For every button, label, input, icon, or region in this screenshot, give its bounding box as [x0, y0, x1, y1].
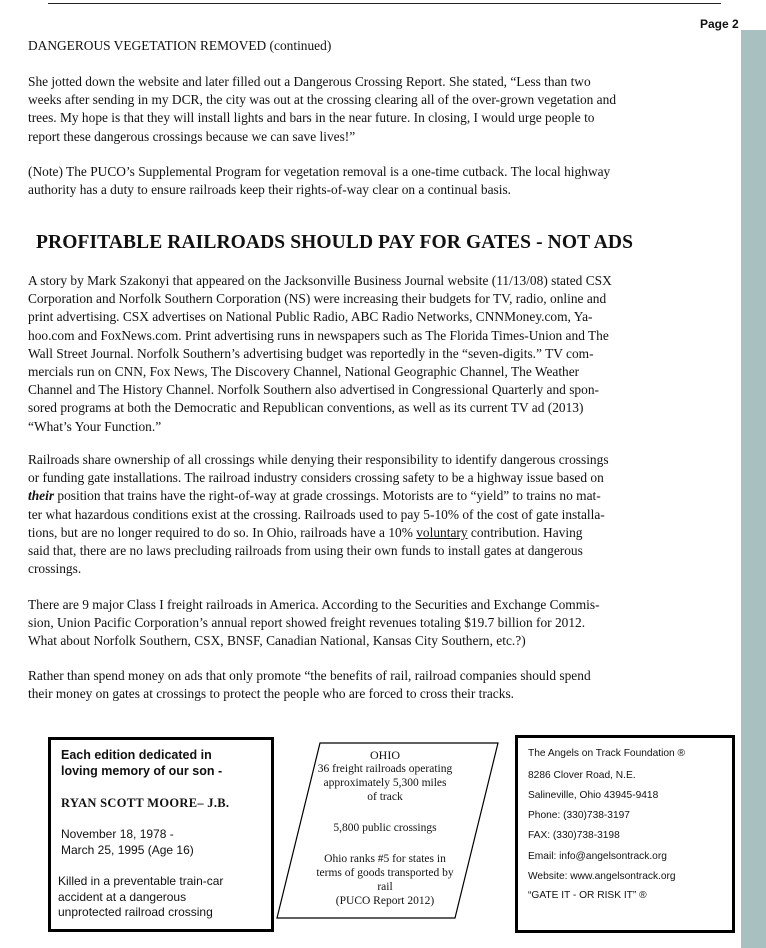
dedication-text: [61, 747, 222, 779]
text-line: There are 9 major Class I freight railroads in America. According to the Securities and Exchange Commis-: [28, 597, 600, 612]
foundation-name: The Angels on Track Foundation ®: [528, 748, 686, 759]
article-headline: PROFITABLE RAILROADS SHOULD PAY FOR GATES - NOT ADS: [36, 232, 634, 253]
text-line: A story by Mark Szakonyi that appeared on the Jacksonville Business Journal website (11/13/08) stated CSX: [28, 273, 612, 288]
text-line: report these dangerous crossings because we can save lives!”: [28, 128, 356, 144]
paragraph-ads: [28, 272, 740, 436]
foundation-website: Website: www.angelsontrack.org: [528, 871, 676, 882]
top-rule: [48, 3, 721, 4]
text-line: their money on gates at crossings to protect the people who are forced to cross their tracks.: [28, 686, 514, 702]
text-line: approximately 5,300 miles: [323, 777, 447, 789]
text-line: Each edition dedicated in: [61, 748, 212, 762]
memorial-box: [48, 737, 274, 932]
sidebar-bar: [741, 30, 766, 948]
foundation-slogan: “GATE IT - OR RISK IT” ®: [528, 890, 647, 901]
text-line: Killed in a preventable train-car: [58, 874, 224, 888]
paragraph-class-one: [28, 596, 740, 651]
text-line: ter what hazardous conditions exist at the crossing. Railroads used to pay 5-10% of the cost of gate installa-: [28, 506, 605, 522]
paragraph-ownership: [28, 451, 740, 578]
foundation-city: Salineville, Ohio 43945-9418: [528, 790, 659, 801]
foundation-fax: FAX: (330)738-3198: [528, 830, 620, 841]
text-line: sored programs at both the Democratic and Republican conventions, as well as its current TV ad (2013): [28, 400, 584, 416]
text-line: November 18, 1978 -: [61, 827, 174, 841]
foundation-phone: Phone: (330)738-3197: [528, 810, 630, 821]
ohio-title: OHIO: [370, 748, 400, 762]
foundation-box: [515, 735, 735, 933]
text-line: “What’s Your Function.”: [28, 418, 162, 434]
text-line: (Note) The PUCO’s Supplemental Program for vegetation removal is a one-time cutback. The local highway: [28, 164, 611, 179]
text-line: or funding gate installations. The railroad industry considers crossing safety to be a highway issue based on: [28, 470, 604, 486]
text-line: March 25, 1995 (Age 16): [61, 842, 194, 857]
text-line: She jotted down the website and later filled out a Dangerous Crossing Report. She stated, “Less than two: [28, 74, 591, 89]
text-line: contribution. Having: [467, 524, 583, 540]
text-line: weeks after sending in my DCR, the city was out at the crossing clearing all of the over-grown vegetation and: [28, 92, 617, 108]
text-line: Channel and The History Channel. Norfolk Southern also advertised in Congressional Quarterly and spon-: [28, 382, 599, 398]
underlined-text: voluntary: [416, 524, 468, 540]
text-line: terms of goods transported by: [316, 867, 454, 879]
text-line: said that, there are no laws precluding railroads from using their own funds to install gates at dangerous: [28, 543, 583, 559]
text-line: accident at a dangerous: [58, 889, 187, 904]
text-line: Wall Street Journal. Norfolk Southern’s advertising budget was reportedly in the “seven-digits.” TV com-: [28, 345, 594, 361]
paragraph-dcr: [28, 73, 740, 146]
text-line: crossings.: [28, 561, 82, 577]
text-line: print advertising. CSX advertises on National Public Radio, ABC Radio Networks, CNNMoney.com, Ya-: [28, 309, 593, 325]
ohio-source: (PUCO Report 2012): [335, 895, 435, 907]
ohio-railroads: [300, 762, 470, 804]
text-line: 36 freight railroads operating: [317, 763, 453, 775]
text-line: of track: [367, 791, 403, 803]
memorial-name: RYAN SCOTT MOORE– J.B.: [61, 796, 230, 810]
text-line: Rather than spend money on ads that only promote “the benefits of rail, railroad companies should spend: [28, 668, 591, 683]
text-line: What about Norfolk Southern, CSX, BNSF, Canadian National, Kansas City Southern, etc.?): [28, 633, 526, 649]
text-line: tions, but are no longer required to do so. In Ohio, railroads have a 10%: [28, 524, 417, 540]
foundation-email: Email: info@angelsontrack.org: [528, 851, 667, 862]
text-line: authority has a duty to ensure railroads keep their rights-of-way clear on a continual basis.: [28, 182, 512, 198]
text-line: Corporation and Norfolk Southern Corporation (NS) were increasing their budgets for TV, radio, online and: [28, 291, 607, 307]
paragraph-conclusion: [28, 667, 740, 703]
page-number: Page 2: [700, 17, 739, 31]
text-line: Ohio ranks #5 for states in: [324, 853, 446, 865]
text-line: Railroads share ownership of all crossings while denying their responsibility to identify dangerous crossings: [28, 452, 609, 467]
text-line: unprotected railroad crossing: [58, 905, 213, 919]
ohio-facts: [300, 748, 470, 908]
ohio-crossings: 5,800 public crossings: [333, 822, 437, 834]
section-heading: DANGEROUS VEGETATION REMOVED (continued): [28, 38, 332, 53]
text-line: trees. My hope is that they will install lights and bars in the near future. In closing, I would urge people to: [28, 110, 595, 126]
text-line: loving memory of our son -: [61, 764, 223, 778]
emphasis-text: their: [28, 488, 55, 504]
paragraph-note: [28, 163, 740, 199]
memorial-dates: [61, 827, 194, 858]
memorial-note: [58, 874, 223, 921]
text-line: position that trains have the right-of-way at grade crossings. Motorists are to “yield” to trains no mat-: [54, 488, 601, 504]
ohio-rank: [300, 852, 470, 894]
foundation-address: 8286 Clover Road, N.E.: [528, 770, 636, 781]
text-line: sion, Union Pacific Corporation’s annual report showed freight revenues totaling $19.7 billion for 2012.: [28, 615, 586, 631]
text-line: hoo.com and FoxNews.com. Print advertising runs in newspapers such as The Florida Times-Union and The: [28, 327, 609, 343]
text-line: rail: [377, 881, 393, 893]
text-line: mercials run on CNN, Fox News, The Discovery Channel, National Geographic Channel, The Weather: [28, 364, 580, 380]
